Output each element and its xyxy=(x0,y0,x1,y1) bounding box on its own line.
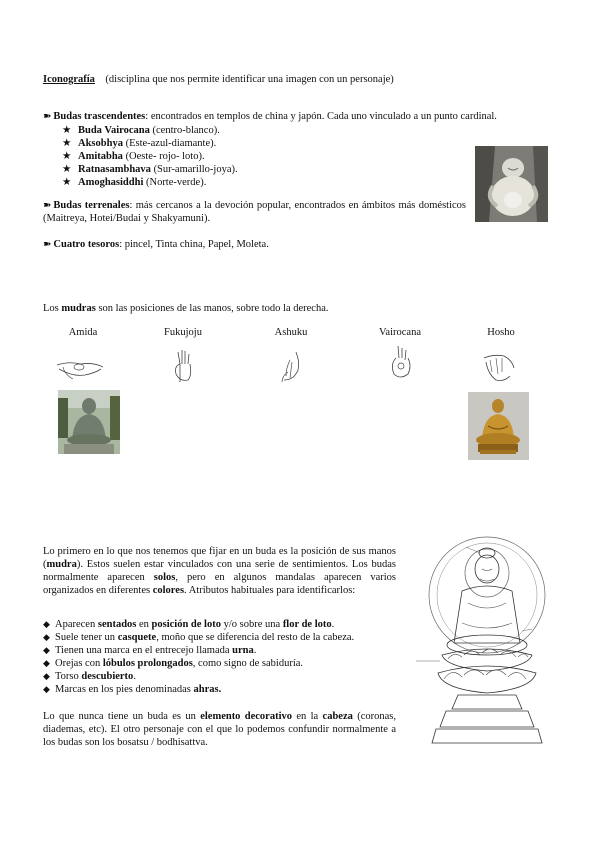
l5-b: descubierto xyxy=(81,671,134,682)
l6-b: ahras. xyxy=(193,684,222,695)
mudra-name-vairocana: Vairocana xyxy=(379,327,421,338)
terrenales-paragraph xyxy=(43,199,466,225)
star-icon: ★ xyxy=(62,125,72,136)
buda-detail: (Sur-amarillo-joya). xyxy=(150,164,238,175)
tesoros-line xyxy=(43,238,269,251)
buda-name: Buda Vairocana xyxy=(78,125,150,136)
terrenales-label: Budas terrenales xyxy=(53,200,130,211)
p2-a: Lo que nunca tiene un buda es un xyxy=(43,711,201,722)
l6-a: Marcas en los pies denominadas xyxy=(55,684,194,695)
star-icon: ★ xyxy=(62,138,72,149)
l4-a: Orejas con xyxy=(55,658,103,669)
p1-f: colores xyxy=(152,585,185,596)
l1-a: Aparecen xyxy=(55,619,98,630)
l1-b: sentados xyxy=(97,619,137,630)
golden-buddha-photo xyxy=(468,392,529,460)
buda-detail: (centro-blanco). xyxy=(149,125,220,136)
list-item xyxy=(43,683,354,696)
seated-buddha-drawing-icon xyxy=(402,533,557,748)
list-item xyxy=(43,670,354,683)
list-item xyxy=(62,163,238,176)
buda-name: Amoghasiddhi xyxy=(78,177,144,188)
diamond-bullet-icon: ◆ xyxy=(43,658,50,668)
buddha-statue-icon xyxy=(58,390,120,454)
tesoros-label: Cuatro tesoros xyxy=(53,239,120,250)
page-title-line xyxy=(43,73,394,86)
trascendentes-list xyxy=(62,124,238,189)
mudra-name-ashuku: Ashuku xyxy=(274,327,308,338)
diamond-bullet-icon: ◆ xyxy=(43,671,50,681)
l3-b: urna xyxy=(232,645,254,656)
p2-e: (coronas, diademas, etc). El otro personaje con el que lo podemos confundir normalmente a los budas son los bosatsu / bodhisattva. xyxy=(43,711,396,748)
p2-b: elemento decorativo xyxy=(200,711,293,722)
diamond-bullet-icon: ◆ xyxy=(43,632,50,642)
fukujoju-hand-icon xyxy=(170,348,200,384)
arrow-bullet-icon: ➽ xyxy=(43,239,52,250)
p1-g: . Atributos habituales para identificarlos: xyxy=(184,585,356,596)
atributos-paragraph xyxy=(43,545,396,597)
amida-hand-icon xyxy=(55,355,105,383)
vairocana-hand-icon xyxy=(386,344,418,382)
final-paragraph xyxy=(43,710,396,749)
golden-buddha-icon xyxy=(468,392,529,460)
buda-name: Ratnasambhava xyxy=(78,164,151,175)
l1-e: y/o sobre una xyxy=(220,619,283,630)
list-item xyxy=(62,137,238,150)
hosho-hand-icon xyxy=(480,350,518,384)
diamond-bullet-icon: ◆ xyxy=(43,684,50,694)
buda-name: Aksobhya xyxy=(78,138,123,149)
list-item xyxy=(43,618,354,631)
p2-d: cabeza xyxy=(322,711,353,722)
list-item xyxy=(43,657,354,670)
buda-detail: (Este-azul-diamante). xyxy=(122,138,217,149)
l4-b: lóbulos prolongados xyxy=(102,658,193,669)
star-icon: ★ xyxy=(62,164,72,175)
list-item xyxy=(43,631,354,644)
ashuku-hand-icon xyxy=(276,350,308,384)
diamond-bullet-icon: ◆ xyxy=(43,619,50,629)
arrow-bullet-icon: ➽ xyxy=(43,111,52,122)
star-icon: ★ xyxy=(62,177,72,188)
tesoros-text: : pincel, Tinta china, Papel, Moleta. xyxy=(119,239,269,250)
list-item xyxy=(62,150,238,163)
p2-c: en la xyxy=(292,711,323,722)
mudras-intro-post: son las posiciones de las manos, sobre todo la derecha. xyxy=(95,303,329,314)
l3-a: Tienen una marca en el entrecejo llamada xyxy=(55,645,233,656)
atributos-list xyxy=(43,618,354,696)
hotei-photo xyxy=(475,146,548,222)
terrenales-text: : más cercanos a la devoción popular, encontrados en ámbitos más domésticos (Maitreya, Hotei/Budai y Shakyamuni). xyxy=(43,200,466,224)
page-subtitle: (disciplina que nos permite identificar una imagen con un personaje) xyxy=(105,74,394,85)
p1-e: , pero en algunos mandalas aparecen varios organizados en diferentes xyxy=(43,572,397,596)
mudras-intro-pre: Los xyxy=(43,303,62,314)
mudras-intro-bold: mudras xyxy=(61,303,96,314)
mudras-intro xyxy=(43,302,329,315)
l1-c: en xyxy=(136,619,152,630)
trascendentes-text: : encontrados en templos de china y japón. Cada uno vinculado a un punto cardinal. xyxy=(145,111,497,122)
list-item xyxy=(62,176,238,189)
page-title: Iconografía xyxy=(43,74,95,85)
buddha-line-drawing xyxy=(402,533,557,748)
mudra-name-amida: Amida xyxy=(68,327,98,338)
buda-name: Amitabha xyxy=(78,151,123,162)
trascendentes-label: Budas trascendentes xyxy=(53,111,146,122)
trascendentes-line xyxy=(43,110,497,123)
p1-c: ). Estos suelen estar vinculados con una serie de sentimientos. Los budas normalmente aparecen xyxy=(43,559,396,583)
l1-g: . xyxy=(331,619,335,630)
l1-d: posición de loto xyxy=(151,619,221,630)
p1-b: mudra xyxy=(46,559,77,570)
l3-c: . xyxy=(253,645,257,656)
l2-a: Suele tener un xyxy=(55,632,118,643)
l4-c: , como signo de sabiduría. xyxy=(192,658,304,669)
arrow-bullet-icon: ➽ xyxy=(43,200,52,211)
l2-b: casquete xyxy=(117,632,157,643)
l1-f: flor de loto xyxy=(282,619,332,630)
diamond-bullet-icon: ◆ xyxy=(43,645,50,655)
mudra-name-fukujoju: Fukujoju xyxy=(164,327,202,338)
hotei-figure-icon xyxy=(475,146,548,222)
p1-d: solos xyxy=(153,572,176,583)
mudra-name-hosho: Hosho xyxy=(487,327,515,338)
l2-c: , moño que se diferencia del resto de la cabeza. xyxy=(156,632,355,643)
kamakura-buddha-photo xyxy=(58,390,120,454)
l5-a: Torso xyxy=(55,671,82,682)
star-icon: ★ xyxy=(62,151,72,162)
list-item xyxy=(62,124,238,137)
buda-detail: (Norte-verde). xyxy=(143,177,207,188)
list-item xyxy=(43,644,354,657)
buda-detail: (Oeste- rojo- loto). xyxy=(122,151,205,162)
l5-c: . xyxy=(133,671,136,682)
p1-a: Lo primero en lo que nos tenemos que fijar en un buda es la posición de sus manos ( xyxy=(43,546,396,570)
